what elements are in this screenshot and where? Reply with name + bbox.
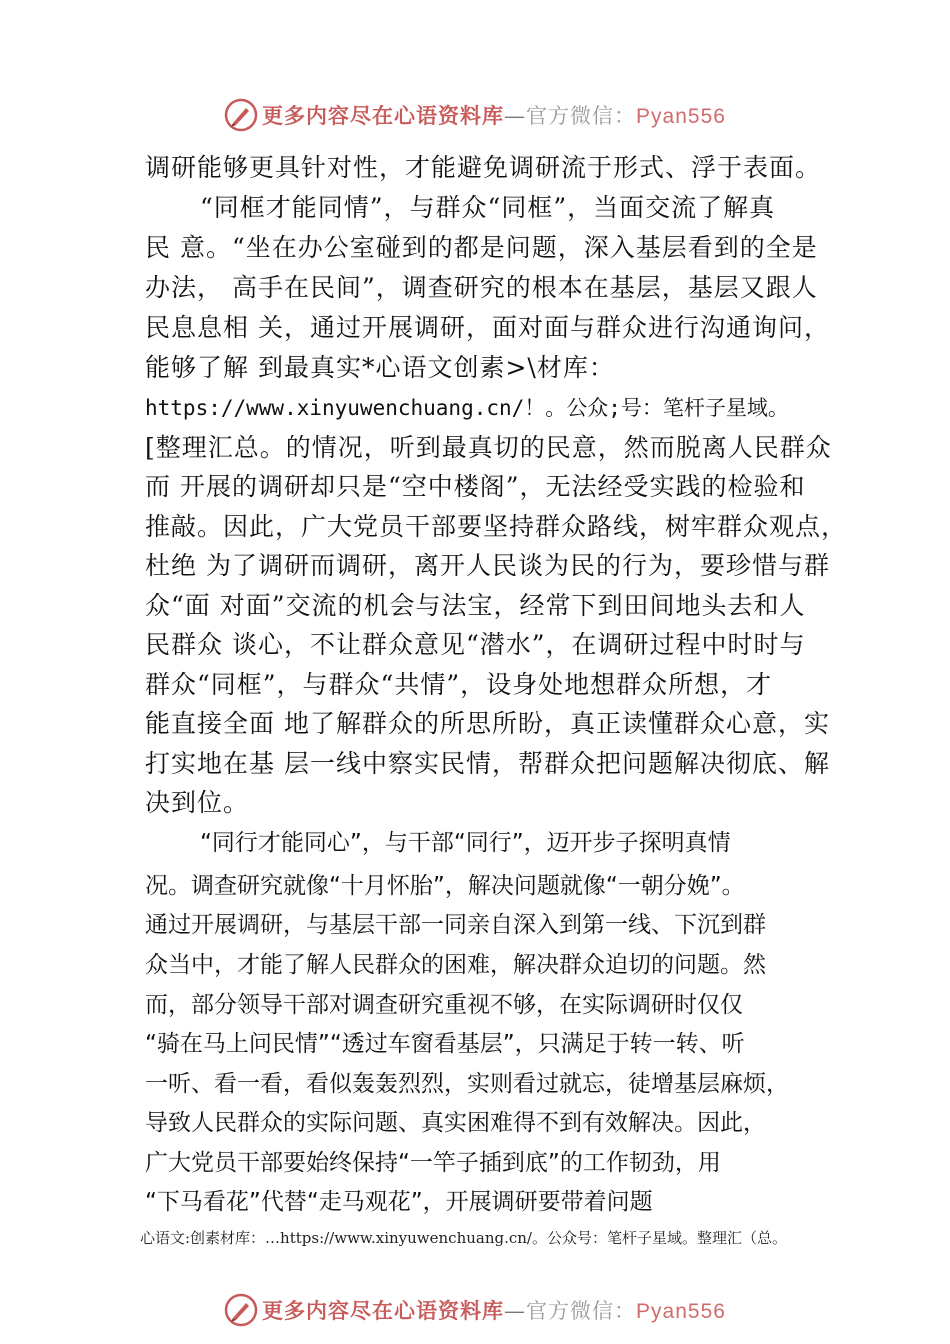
banner-wechat-id: Pyan556 xyxy=(636,1300,726,1323)
banner-text xyxy=(262,1295,726,1325)
text-line: 广大党员干部要始终保持“一竿子插到底”的工作韧劲，用 xyxy=(145,1150,721,1176)
text-line: 杜绝 为了调研而调研，离开人民谈为民的行为，要珍惜与群 xyxy=(145,551,830,580)
footer-banner xyxy=(0,1290,950,1330)
banner-wechat-id: Pyan556 xyxy=(636,105,726,128)
text-line: 民 意。“坐在办公室碰到的都是问题，深入基层看到的全是 xyxy=(145,233,818,262)
text-line: “下马看花”代替“走马观花”，开展调研要带着问题 xyxy=(145,1189,653,1215)
text-line: “同行才能同心”，与干部“同行”，迈开步子探明真情 xyxy=(200,830,731,856)
footnote: 心语文:创素材库：…https://www.xinyuwenchuang.cn/。公众号：笔杆子星域。整理汇（总。 xyxy=(140,1229,787,1247)
text-line: “同框才能同情”，与群众“同框”，当面交流了解真 xyxy=(200,193,776,222)
banner-library-name: 更多内容尽在心语资料库 xyxy=(262,103,505,128)
text-line: 一听、看一看，看似轰轰烈烈，实则看过就忘，徒增基层麻烦， xyxy=(145,1071,789,1097)
banner-wechat-label: 官方微信： xyxy=(526,1299,637,1323)
text-line: 通过开展调研，与基层干部一同亲自深入到第一线、下沉到群 xyxy=(145,912,766,938)
text-line: 而，部分领导干部对调查研究重视不够，在实际调研时仅仅 xyxy=(145,992,743,1018)
text-line: 调研能够更具针对性，才能避免调研流于形式、浮于表面。 xyxy=(145,153,822,182)
text-line: 而 开展的调研却只是“空中楼阁”，无法经受实践的检验和 xyxy=(145,472,806,501)
pen-logo-icon xyxy=(224,98,258,132)
text-line: 况。调查研究就像“十月怀胎”，解决问题就像“一朝分娩”。 xyxy=(145,873,745,899)
banner-dash: — xyxy=(504,104,527,128)
banner-library-name: 更多内容尽在心语资料库 xyxy=(262,1298,505,1323)
text-line: 打实地在基 层一线中察实民情，帮群众把问题解决彻底、解 xyxy=(145,749,830,778)
text-line: “骑在马上问民情”“透过车窗看基层”，只满足于转一转、听 xyxy=(145,1031,745,1057)
text-line: https://www.xinyuwenchuang.cn/！。公众;号：笔杆子星域。 xyxy=(145,396,789,420)
text-line: 导致人民群众的实际问题、真实困难得不到有效解决。因此， xyxy=(145,1110,766,1136)
text-line: 群众“同框”，与群众“共情”，设身处地想群众所想，才 xyxy=(145,670,773,699)
header-banner xyxy=(0,95,950,135)
pen-logo-icon xyxy=(224,1293,258,1327)
text-line: 民息息相 关，通过开展调研，面对面与群众进行沟通询问， xyxy=(145,313,830,342)
text-line: 能直接全面 地了解群众的所思所盼，真正读懂群众心意，实 xyxy=(145,709,830,738)
banner-wechat-label: 官方微信： xyxy=(526,104,637,128)
text-line: 推敲。因此，广大党员干部要坚持群众路线，树牢群众观点， xyxy=(145,512,848,541)
text-line: 众当中，才能了解人民群众的困难，解决群众迫切的问题。然 xyxy=(145,952,766,978)
banner-text xyxy=(262,100,726,130)
text-line: 能够了解 到最真实*心语文创素>\材库： xyxy=(145,353,615,382)
text-line: 办法， 高手在民间”，调查研究的根本在基层，基层又跟人 xyxy=(145,273,818,302)
banner-dash: — xyxy=(504,1299,527,1323)
text-line: 决到位。 xyxy=(145,788,250,817)
text-line: [整理汇总。的情况，听到最真切的民意，然而脱离人民群众 xyxy=(145,433,832,462)
text-line: 众“面 对面”交流的机会与法宝，经常下到田间地头去和人 xyxy=(145,591,806,620)
text-line: 民群众 谈心，不让群众意见“潜水”，在调研过程中时时与 xyxy=(145,630,806,659)
